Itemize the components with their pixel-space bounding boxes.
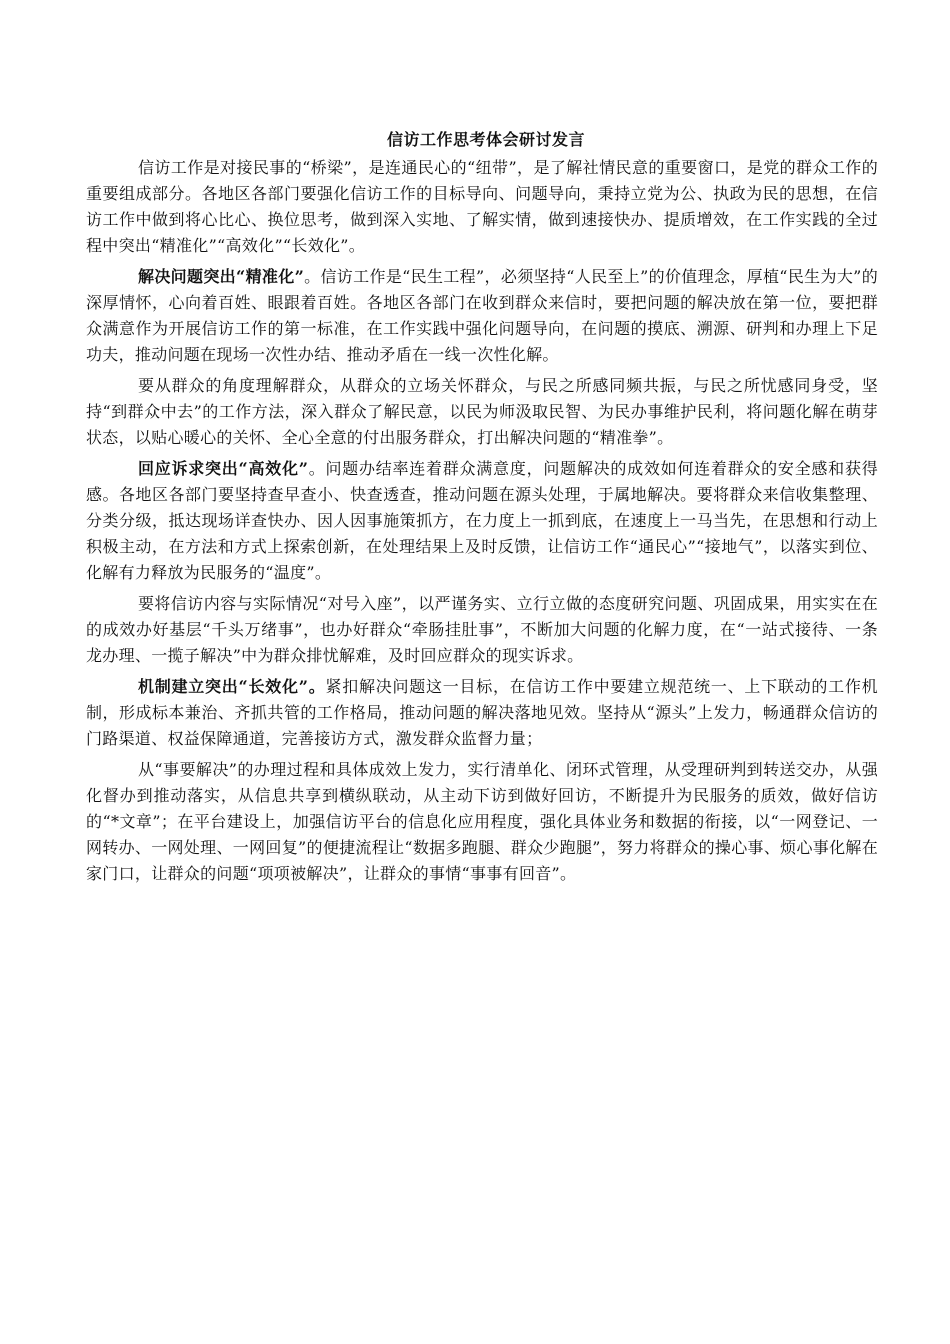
paragraph-intro: [86, 155, 878, 259]
paragraph-text: 。问题办结率连着群众满意度，问题解决的成效如何连着群众的安全感和获得感。各地区各部门要坚持查早查小、快查透查，推动问题在源头处理，于属地解决。要将群众来信收集整理、分类分级，抵达现场详查快办、因人因事施策抓方，在力度上一抓到底，在速度上一马当先，在思想和行动上积极主动，在方法和方式上探索创新，在处理结果上及时反馈，让信访工作“通民心”“接地气”，以落实到位、化解有力释放为民服务的“温度”。: [86, 459, 878, 582]
paragraph-text: 。信访工作是“民生工程”，必须坚持“人民至上”的价值理念，厚植“民生为大”的深厚情怀，心向着百姓、眼跟着百姓。各地区各部门在收到群众来信时，要把问题的解决放在第一位，要把群众满意作为开展信访工作的第一标准，在工作实践中强化问题导向，在问题的摸底、溯源、研判和办理上下足功夫，推动问题在现场一次性办结、推动矛盾在一线一次性化解。: [86, 267, 878, 364]
paragraph-precision-detail: [86, 373, 878, 451]
paragraph-text: 要将信访内容与实际情况“对号入座”，以严谨务实、立行立做的态度研究问题、巩固成果，用实实在在的成效办好基层“千头万绪事”，也办好群众“牵肠挂肚事”，不断加大问题的化解力度，在“一站式接待、一条龙办理、一揽子解决”中为群众排忧解难，及时回应群众的现实诉求。: [86, 594, 878, 665]
paragraph-text: 要从群众的角度理解群众，从群众的立场关怀群众，与民之所感同频共振，与民之所忧感同身受，坚持“到群众中去”的工作方法，深入群众了解民意，以民为师汲取民智、为民办事维护民利，将问题化解在萌芽状态，以贴心暖心的关怀、全心全意的付出服务群众，打出解决问题的“精准拳”。: [86, 376, 878, 447]
paragraph-precision: [86, 264, 878, 368]
paragraph-text: 紧扣解决问题这一目标，在信访工作中要建立规范统一、上下联动的工作机制，形成标本兼治、齐抓共管的工作格局，推动问题的解决落地见效。坚持从“源头”上发力，畅通群众信访的门路渠道、权益保障通道，完善接访方式，激发群众监督力量；: [86, 677, 878, 748]
document-title: 信访工作思考体会研讨发言: [386, 130, 585, 149]
paragraph-efficiency-detail: [86, 591, 878, 669]
paragraph-efficiency: [86, 456, 878, 586]
section-heading-efficiency: 回应诉求突出“高效化”: [138, 459, 309, 478]
document-page: [86, 127, 878, 892]
section-heading-longterm: 机制建立突出“长效化”。: [138, 677, 326, 696]
paragraph-text: 信访工作是对接民事的“桥梁”，是连通民心的“纽带”，是了解社情民意的重要窗口，是党的群众工作的重要组成部分。各地区各部门要强化信访工作的目标导向、问题导向，秉持立党为公、执政为民的思想，在信访工作中做到将心比心、换位思考，做到深入实地、了解实情，做到速接快办、提质增效，在工作实践的全过程中突出“精准化”“高效化”“长效化”。: [86, 158, 878, 255]
paragraph-text: 从“事要解决”的办理过程和具体成效上发力，实行清单化、闭环式管理，从受理研判到转送交办，从强化督办到推动落实，从信息共享到横纵联动，从主动下访到做好回访，不断提升为民服务的质效，做好信访的“*文章”；在平台建设上，加强信访平台的信息化应用程度，强化具体业务和数据的衔接，以“一网登记、一网转办、一网处理、一网回复”的便捷流程让“数据多跑腿、群众少跑腿”，努力将群众的操心事、烦心事化解在家门口，让群众的问题“项项被解决”，让群众的事情“事事有回音”。: [86, 760, 878, 883]
paragraph-longterm-detail: [86, 757, 878, 887]
paragraph-longterm: [86, 674, 878, 752]
section-heading-precision: 解决问题突出“精准化”: [138, 267, 305, 286]
